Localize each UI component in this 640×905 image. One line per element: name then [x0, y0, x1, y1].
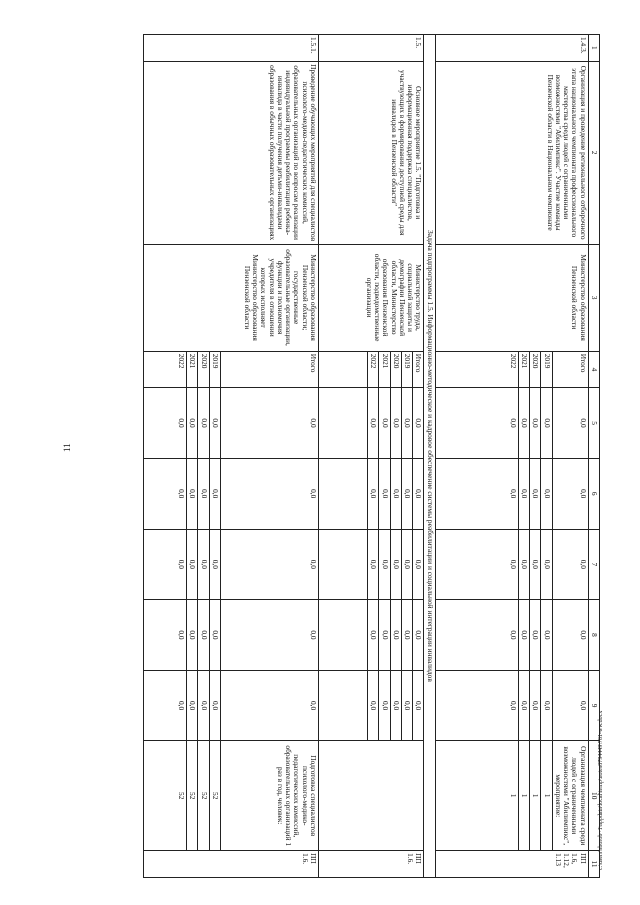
value-cell: 0,0 [144, 670, 187, 741]
header-cell: 6 [588, 458, 599, 529]
value-cell: 0,0 [198, 458, 209, 529]
indicator-empty [319, 741, 424, 851]
value-cell: 0,0 [435, 458, 518, 529]
value-cell: 0,0 [187, 670, 198, 741]
file-path-footer: c:\users\sborob~1\appdata\local\temp\notes8794449\781-ww.docx [598, 710, 604, 870]
value-cell: 0,0 [198, 670, 209, 741]
indicator: Подготовка специалистов психолого-медико-педагогических комиссий, образовательных организаций 1 раз в год, человек: [221, 741, 319, 851]
value-cell: 0,0 [552, 529, 588, 600]
measure-name: Организация и проведение регионального отборочного этапа национального чемпионата профессионального мастерства среди людей с ограниченными возможностями "Абилимпикс". Участие команды Пензенской области в Национальном чемпионате [435, 61, 588, 244]
value-cell: 0,0 [401, 458, 412, 529]
value-cell: 0,0 [413, 388, 424, 459]
value-cell: 0,0 [413, 458, 424, 529]
value-cell: 0,0 [401, 670, 412, 741]
value-cell: 0,0 [541, 388, 552, 459]
value-cell: 1 [541, 741, 552, 851]
value-cell: 0,0 [401, 600, 412, 671]
value-cell: 0,0 [144, 600, 187, 671]
value-cell: 1 [530, 741, 541, 851]
value-cell: 0,0 [209, 529, 220, 600]
year-cell: 2021 [379, 351, 390, 388]
value-cell: 0,0 [379, 458, 390, 529]
value-cell: 1 [518, 741, 529, 851]
year-cell: Итого [552, 351, 588, 388]
page-number: 11 [62, 443, 72, 452]
value-cell: 0,0 [518, 529, 529, 600]
header-cell: 7 [588, 529, 599, 600]
year-cell-empty [319, 351, 368, 388]
value-cell: 0,0 [209, 600, 220, 671]
header-cell: 5 [588, 388, 599, 459]
value-cell: 0,0 [413, 670, 424, 741]
year-cell: 2022 [435, 351, 518, 388]
value-cell: 0,0 [530, 670, 541, 741]
value-cell: 0,0 [209, 670, 220, 741]
executor: Министерство труда, социальной защиты и демографии Пензенской области, Министерство образования Пензенской области, подведомственные организации [319, 244, 424, 351]
program-table [143, 34, 600, 878]
value-cell: 52 [198, 741, 209, 851]
value-cell: 52 [187, 741, 198, 851]
value-cell: 0,0 [144, 529, 187, 600]
table-row [221, 35, 319, 878]
value-cell: 52 [209, 741, 220, 851]
measure-name: Проведение обучающих мероприятий для специалистов психолого-медико-педагогических комиссий, образовательных организаций по вопросам реализации индивидуальной программы реабилитации ребенка-инвалида в части получения детьми-инвалидами образования в обычных образовательных организациях [144, 61, 319, 244]
reference: ПП 1.6. [319, 851, 424, 878]
row-number: 1.4.3. [435, 35, 588, 62]
year-cell: 2020 [198, 351, 209, 388]
value-cell: 0,0 [541, 529, 552, 600]
table-row [413, 35, 424, 878]
value-cell-empty [319, 529, 368, 600]
header-cell: 3 [588, 244, 599, 351]
value-cell: 0,0 [541, 670, 552, 741]
value-cell: 0,0 [552, 458, 588, 529]
value-cell: 0,0 [221, 458, 319, 529]
value-cell: 0,0 [413, 529, 424, 600]
rotated-table-sheet [94, 34, 600, 878]
value-cell-empty [319, 600, 368, 671]
value-cell: 0,0 [390, 388, 401, 459]
value-cell: 0,0 [530, 529, 541, 600]
section-title: Задача подпрограммы 1.5. Информационно-методическое и кадровое обеспечение системы реабилитации и социальной интеграции инвалидов [424, 35, 435, 878]
header-cell: 9 [588, 670, 599, 741]
row-number: 1.5. [319, 35, 424, 62]
measure-name: Основное мероприятие 1.5. "Подготовка и информационная поддержка специалистов, участвующих в формировании доступной среды для инвалидов в Пензенской области" [319, 61, 424, 244]
year-cell: 2021 [518, 351, 529, 388]
value-cell: 0,0 [541, 600, 552, 671]
value-cell: 0,0 [435, 529, 518, 600]
value-cell: 0,0 [401, 529, 412, 600]
value-cell: 0,0 [379, 600, 390, 671]
value-cell: 0,0 [221, 670, 319, 741]
value-cell: 0,0 [390, 458, 401, 529]
value-cell: 52 [144, 741, 187, 851]
header-cell: 11 [588, 851, 599, 878]
value-cell: 0,0 [552, 388, 588, 459]
value-cell: 0,0 [198, 600, 209, 671]
year-cell: 2019 [209, 351, 220, 388]
indicator: Организация чемпионата среди людей с ограниченными возможностями "Абилимпикс", мероприятие: [552, 741, 588, 851]
header-cell: 10 [588, 741, 599, 851]
value-cell: 0,0 [518, 458, 529, 529]
section-row [424, 35, 435, 878]
year-cell: 2020 [390, 351, 401, 388]
value-cell: 0,0 [530, 600, 541, 671]
value-cell: 0,0 [198, 529, 209, 600]
header-cell: 2 [588, 61, 599, 244]
value-cell: 0,0 [144, 388, 187, 459]
year-cell: Итого [413, 351, 424, 388]
value-cell: 0,0 [368, 670, 379, 741]
value-cell: 0,0 [435, 388, 518, 459]
value-cell: 0,0 [368, 529, 379, 600]
value-cell: 0,0 [518, 600, 529, 671]
header-row [588, 35, 599, 878]
year-cell: Итого [221, 351, 319, 388]
value-cell: 0,0 [435, 670, 518, 741]
value-cell: 0,0 [368, 458, 379, 529]
row-number: 1.5.1. [144, 35, 319, 62]
value-cell-empty [319, 670, 368, 741]
value-cell: 0,0 [144, 458, 187, 529]
value-cell-empty [319, 458, 368, 529]
year-cell: 2019 [401, 351, 412, 388]
reference: ПП 1.6, 1.12, 1.13 [435, 851, 588, 878]
value-cell: 0,0 [530, 388, 541, 459]
value-cell: 0,0 [390, 529, 401, 600]
value-cell: 0,0 [368, 600, 379, 671]
value-cell: 0,0 [518, 670, 529, 741]
value-cell: 0,0 [390, 670, 401, 741]
value-cell: 0,0 [552, 670, 588, 741]
value-cell: 0,0 [221, 529, 319, 600]
header-cell: 4 [588, 351, 599, 388]
value-cell: 0,0 [390, 600, 401, 671]
value-cell: 0,0 [413, 600, 424, 671]
year-cell: 2022 [144, 351, 187, 388]
value-cell-empty [319, 388, 368, 459]
table-row [552, 35, 588, 878]
year-cell: 2020 [530, 351, 541, 388]
value-cell: 0,0 [198, 388, 209, 459]
value-cell: 0,0 [379, 388, 390, 459]
header-cell: 1 [588, 35, 599, 62]
year-cell: 2022 [368, 351, 379, 388]
value-cell: 0,0 [530, 458, 541, 529]
value-cell: 0,0 [368, 388, 379, 459]
value-cell: 0,0 [187, 600, 198, 671]
value-cell: 0,0 [379, 529, 390, 600]
value-cell: 0,0 [401, 388, 412, 459]
year-cell: 2019 [541, 351, 552, 388]
value-cell: 0,0 [209, 458, 220, 529]
year-cell: 2021 [187, 351, 198, 388]
reference: ПП 1.6. [144, 851, 319, 878]
value-cell: 0,0 [379, 670, 390, 741]
value-cell: 0,0 [187, 458, 198, 529]
value-cell: 0,0 [435, 600, 518, 671]
value-cell: 0,0 [187, 529, 198, 600]
value-cell: 0,0 [552, 600, 588, 671]
value-cell: 0,0 [209, 388, 220, 459]
value-cell: 0,0 [221, 600, 319, 671]
value-cell: 1 [435, 741, 518, 851]
executor: Министерство образования Пензенской области [435, 244, 588, 351]
value-cell: 0,0 [187, 388, 198, 459]
header-cell: 8 [588, 600, 599, 671]
value-cell: 0,0 [541, 458, 552, 529]
value-cell: 0,0 [221, 388, 319, 459]
executor: Министерство образования Пензенской области; государственные образовательные организации, функции и полномочия учредителя в отношении которых исполняет Министерство образования Пензенской области [144, 244, 319, 351]
value-cell: 0,0 [518, 388, 529, 459]
